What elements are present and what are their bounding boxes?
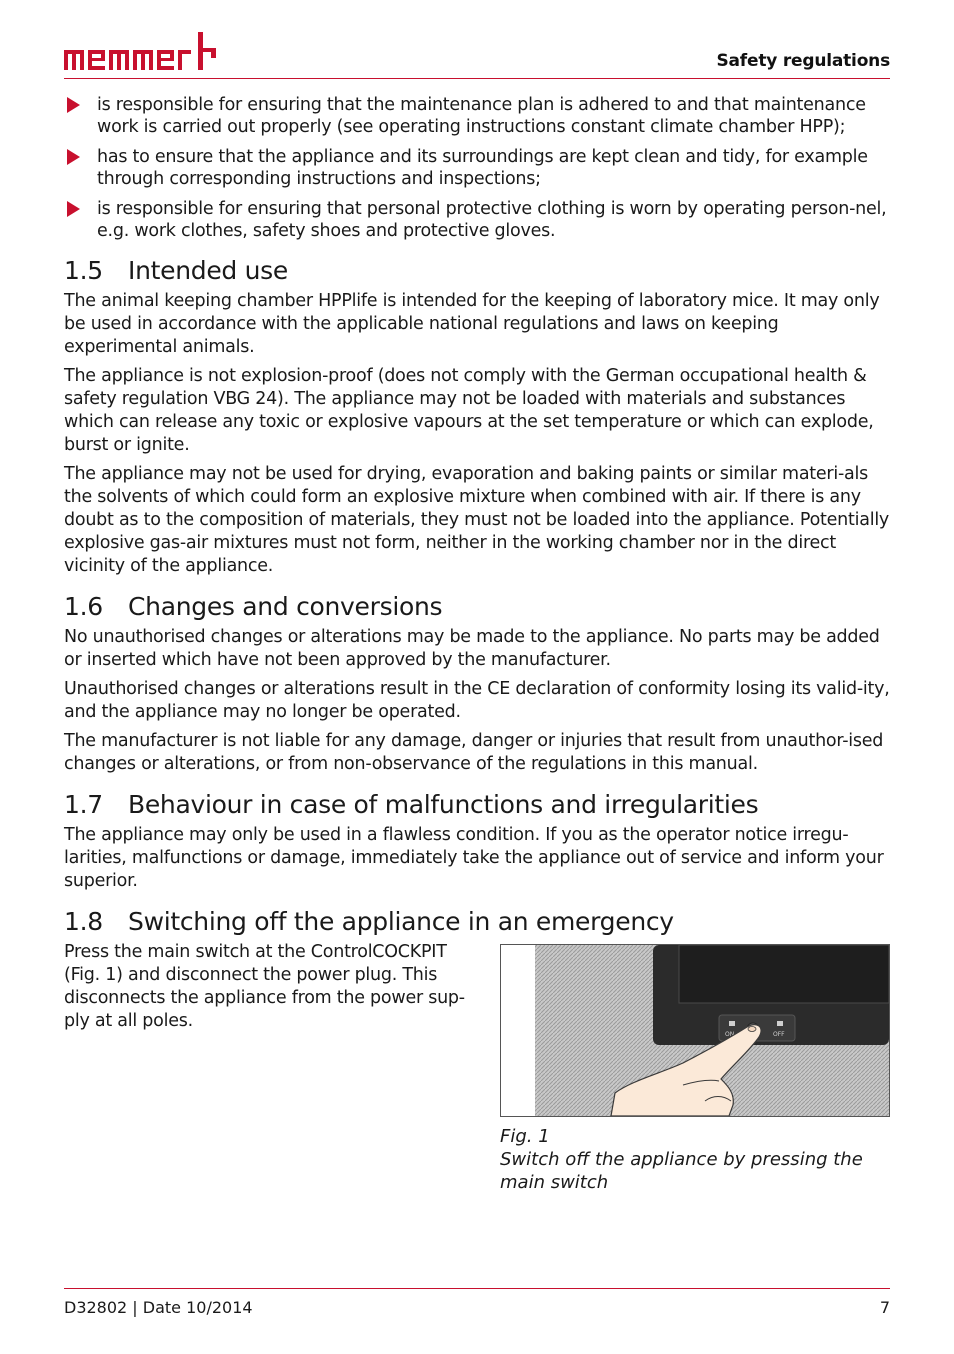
- list-item: [64, 146, 890, 190]
- heading-intended-use: [64, 256, 890, 286]
- heading-number: 1.5: [64, 256, 103, 285]
- heading-number: 1.8: [64, 907, 103, 936]
- list-item: [64, 198, 890, 242]
- paragraph: Press the main switch at the ControlCOCKPIT (Fig. 1) and disconnect the power plug. This disconnects the appliance from the power sup-ply at all poles.: [64, 942, 465, 1031]
- list-item-text: is responsible for ensuring that personal protective clothing is worn by operating person-nel, e.g. work clothes, safety shoes and protective gloves.: [97, 199, 887, 241]
- triangle-bullet-icon: [67, 201, 80, 217]
- triangle-bullet-icon: [67, 149, 80, 165]
- memmert-logo: [64, 30, 216, 72]
- list-item: [64, 94, 890, 138]
- heading-title: Changes and conversions: [128, 592, 443, 621]
- heading-changes-conversions: [64, 592, 890, 622]
- main-switch-illustration: [501, 945, 889, 1116]
- paragraph: The animal keeping chamber HPPlife is intended for the keeping of laboratory mice. It may only be used in accordance with the applicable national regulations and laws on keeping experimental animals.: [64, 291, 880, 357]
- triangle-bullet-icon: [67, 97, 80, 113]
- heading-number: 1.7: [64, 790, 103, 819]
- paragraph: Unauthorised changes or alterations result in the CE declaration of conformity losing its valid-ity, and the appliance may no longer be operated.: [64, 679, 890, 722]
- page-number: 7: [879, 1298, 890, 1317]
- paragraph: The appliance is not explosion-proof (does not comply with the German occupational health & safety regulation VBG 24). The appliance may not be loaded with materials and substances which can release any toxic or explosive vapours at the set temperature or which can explode, burst or ignite.: [64, 366, 874, 455]
- heading-title: Behaviour in case of malfunctions and irregularities: [128, 790, 759, 819]
- page-content: [64, 94, 890, 1201]
- paragraph: The appliance may not be used for drying, evaporation and baking paints or similar materi-als the solvents of which could form an explosive mixture when combined with air. If there is any doubt as to the composition of materials, they must not be loaded into the appliance. Potentially explosive gas-air mixtures must not form, neither in the working chamber nor in the direct vicinity of the appliance.: [64, 464, 890, 576]
- figure-caption-text: Switch off the appliance by pressing the main switch: [500, 1149, 863, 1193]
- emergency-section: [64, 941, 890, 1201]
- figure-main-switch: [500, 944, 890, 1117]
- paragraph: The appliance may only be used in a flawless condition. If you as the operator notice irregu-larities, malfunctions or damage, immediately take the appliance out of service and inform your superior.: [64, 825, 884, 891]
- heading-number: 1.6: [64, 592, 103, 621]
- on-label: ON: [725, 1031, 735, 1038]
- heading-title: Switching off the appliance in an emergency: [128, 907, 674, 936]
- header-section-title: Safety regulations: [716, 51, 890, 71]
- paragraph: The manufacturer is not liable for any damage, danger or injuries that result from unauthor-ised changes or alterations, or from non-observance of the regulations in this manual.: [64, 731, 884, 774]
- heading-emergency-switch-off: [64, 907, 890, 937]
- list-item-text: has to ensure that the appliance and its surroundings are kept clean and tidy, for example through corresponding instructions and inspections;: [97, 147, 868, 189]
- footer-rule: [64, 1288, 890, 1289]
- figure-caption: [500, 1125, 888, 1194]
- heading-title: Intended use: [128, 256, 288, 285]
- heading-malfunctions: [64, 790, 890, 820]
- header-rule: [64, 78, 890, 79]
- bullet-list: [64, 94, 890, 242]
- list-item-text: is responsible for ensuring that the maintenance plan is adhered to and that maintenance work is carried out properly (see operating instructions constant climate chamber HPP);: [97, 95, 866, 137]
- paragraph: No unauthorised changes or alterations may be made to the appliance. No parts may be added or inserted which have not been approved by the manufacturer.: [64, 627, 880, 670]
- footer-doc-info: D32802 | Date 10/2014: [64, 1298, 253, 1317]
- figure-caption-number: Fig. 1: [500, 1126, 550, 1147]
- off-label: OFF: [773, 1031, 785, 1038]
